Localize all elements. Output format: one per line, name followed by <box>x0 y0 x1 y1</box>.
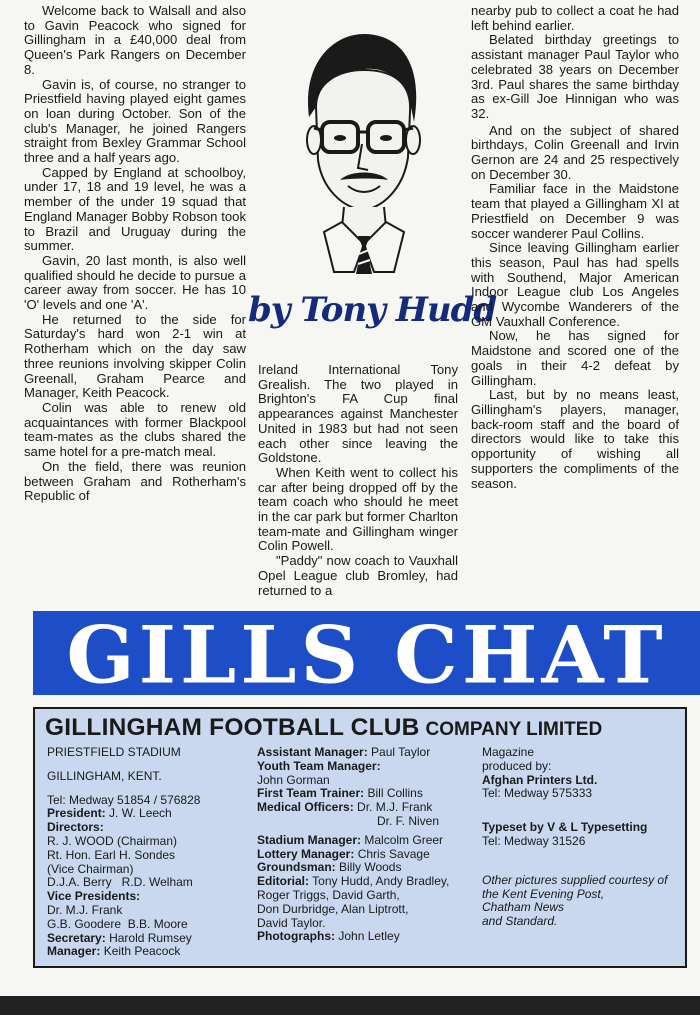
club-heading <box>45 714 602 742</box>
editorial-entry: Roger Triggs, David Garth, <box>257 887 400 902</box>
vice-president-entry: Dr. M.J. Frank <box>47 902 123 917</box>
director-entry: D.J.A. Berry R.D. Welham <box>47 875 193 890</box>
club-telephone: Tel: Medway 51854 / 576828 <box>47 792 201 807</box>
president-name: J. W. Leech <box>109 806 172 821</box>
article-paragraph: When Keith went to collect his car after being dropped off by the team coach who should he meet in the car park but former Charlton team-mate and Gillingham winger Colin Powell. <box>258 464 458 554</box>
article-paragraph: Colin was able to renew old acquaintances with former Blackpool team-mates as the clubs shared the same hotel for a pre-match meal. <box>24 399 246 460</box>
vice-presidents-label: Vice Presidents: <box>47 889 141 904</box>
director-entry: Rt. Hon. Earl H. Sondes <box>47 847 176 862</box>
secretary-label: Secretary: <box>47 930 106 945</box>
article-paragraph: Last, but by no means least, Gillingham's players, manager, back-room staff and the board of directors would like to take this opportunity of wishing all supporters the compliments of the season. <box>471 387 679 491</box>
article-paragraph: Now, he has signed for Maidstone and scored one of the goals in their 4-2 defeat by Gillingham. <box>471 328 679 388</box>
article-column-2 <box>258 363 458 608</box>
section-banner <box>33 611 700 695</box>
youth-manager-label: Youth Team Manager: <box>257 758 381 773</box>
printer-name: Afghan Printers Ltd. <box>482 772 598 787</box>
groundsman-line: Groundsman: Billy Woods <box>257 860 402 875</box>
produced-by-line: produced by: <box>482 758 552 773</box>
photo-credit-line: the Kent Evening Post, <box>482 886 605 901</box>
article-byline: by Tony Hudd <box>248 290 497 330</box>
article-column-3 <box>471 4 679 608</box>
article-column-1 <box>24 4 246 608</box>
club-company: COMPANY LIMITED <box>425 719 603 740</box>
club-info-column-3 <box>482 746 687 929</box>
page-bottom-edge <box>0 996 700 1015</box>
editorial-entry: Don Durbridge, Alan Liptrott, <box>257 901 409 916</box>
secretary-name: Harold Rumsey <box>109 930 192 945</box>
club-town: GILLINGHAM, KENT. <box>47 768 162 783</box>
editorial-entry: David Taylor. <box>257 915 326 930</box>
president-label: President: <box>47 806 106 821</box>
article-paragraph: Capped by England at schoolboy, under 17, 18 and 19 level, he was a member of the under 19 squad that England Manager Bobby Robson took to Brazil and Uruguay during the summer. <box>24 164 246 254</box>
medical-officers-line: Medical Officers: Dr. M.J. Frank <box>257 800 433 815</box>
vice-president-entry: G.B. Goodere B.B. Moore <box>47 916 188 931</box>
article-paragraph: Welcome back to Walsall and also to Gavin Peacock who signed for Gillingham in a £40,000 deal from Queen's Park Rangers on December 8. <box>24 4 246 77</box>
stadium-name: PRIESTFIELD STADIUM <box>47 745 181 759</box>
president-line <box>47 807 257 821</box>
secretary-line <box>47 932 257 946</box>
author-portrait <box>264 22 454 277</box>
manager-name: Keith Peacock <box>103 944 181 959</box>
trainer-line: First Team Trainer: Bill Collins <box>257 786 423 801</box>
article-paragraph: He returned to the side for Saturday's hard won 2-1 win at Rotherham which on the day saw three reunions involving skipper Colin Greenall, Graham Pearce and Manager, Keith Peacock. <box>24 311 246 401</box>
director-entry: R. J. WOOD (Chairman) <box>47 833 178 848</box>
article-paragraph: Gavin is, of course, no stranger to Priestfield having played eight games on loan during October. Son of the club's Manager, he joined Rangers straight from Bexley Grammar School three and a half years ago. <box>24 76 246 166</box>
typesetter-telephone: Tel: Medway 31526 <box>482 833 586 848</box>
club-name: GILLINGHAM FOOTBALL CLUB <box>45 714 420 741</box>
director-entry: (Vice Chairman) <box>47 861 134 876</box>
typesetter-name: Typeset by V & L Typesetting <box>482 820 648 835</box>
article-paragraph: And on the subject of shared birthdays, Colin Greenall and Irvin Gernon are 24 and 25 respectively on December 30. <box>471 122 679 182</box>
club-info-column-1 <box>47 746 257 959</box>
manager-line <box>47 945 257 959</box>
article-paragraph: Belated birthday greetings to assistant manager Paul Taylor who celebrated 38 years on December 3rd. Paul shares the same birthday as ex-Gill Joe Hinnigan who was 32. <box>471 32 679 121</box>
club-info-column-2 <box>257 746 487 944</box>
photo-credit-line: Other pictures supplied courtesy of <box>482 872 668 887</box>
article-paragraph: nearby pub to collect a coat he had left behind earlier. <box>471 4 679 33</box>
photo-credit-line: and Standard. <box>482 914 558 929</box>
article-paragraph: On the field, there was reunion between Graham and Rotherham's Republic of <box>24 458 246 504</box>
article-paragraph: Ireland International Tony Grealish. The two played in Brighton's FA Cup final appearances against Manchester United in 1983 but had not seen each other since leaving the Goldstone. <box>258 363 458 466</box>
manager-label: Manager: <box>47 944 101 959</box>
printer-telephone: Tel: Medway 575333 <box>482 786 593 801</box>
article-paragraph: Gavin, 20 last month, is also well qualified should he decide to pursue a career away from soccer. He has 10 'O' levels and one 'A'. <box>24 252 246 313</box>
medical-officer-entry: Dr. F. Niven <box>377 813 440 828</box>
club-info-box <box>33 707 687 968</box>
banner-title: GILLS CHAT <box>66 611 667 695</box>
stadium-manager-line: Stadium Manager: Malcolm Greer <box>257 832 444 847</box>
directors-label: Directors: <box>47 820 104 835</box>
photographs-line: Photographs: John Letley <box>257 929 400 944</box>
editorial-line: Editorial: Tony Hudd, Andy Bradley, <box>257 874 450 889</box>
article-paragraph: Familiar face in the Maidstone team that played a Gillingham XI at Priestfield on December 9 was soccer wanderer Paul Collins. <box>471 181 679 241</box>
photo-credit-line: Chatham News <box>482 900 565 915</box>
assistant-manager-line: Assistant Manager: Paul Taylor <box>257 745 431 759</box>
youth-manager-name: John Gorman <box>257 772 330 787</box>
magazine-line: Magazine <box>482 745 535 759</box>
article-paragraph: Since leaving Gillingham earlier this season, Paul has had spells with Southend, Major American Indoor League club Los Angeles and Wycombe Wanderers of the GM Vauxhall Conference. <box>471 240 679 329</box>
lottery-manager-line: Lottery Manager: Chris Savage <box>257 846 430 861</box>
article-paragraph: "Paddy" now coach to Vauxhall Opel League club Bromley, had returned to a <box>258 553 458 598</box>
